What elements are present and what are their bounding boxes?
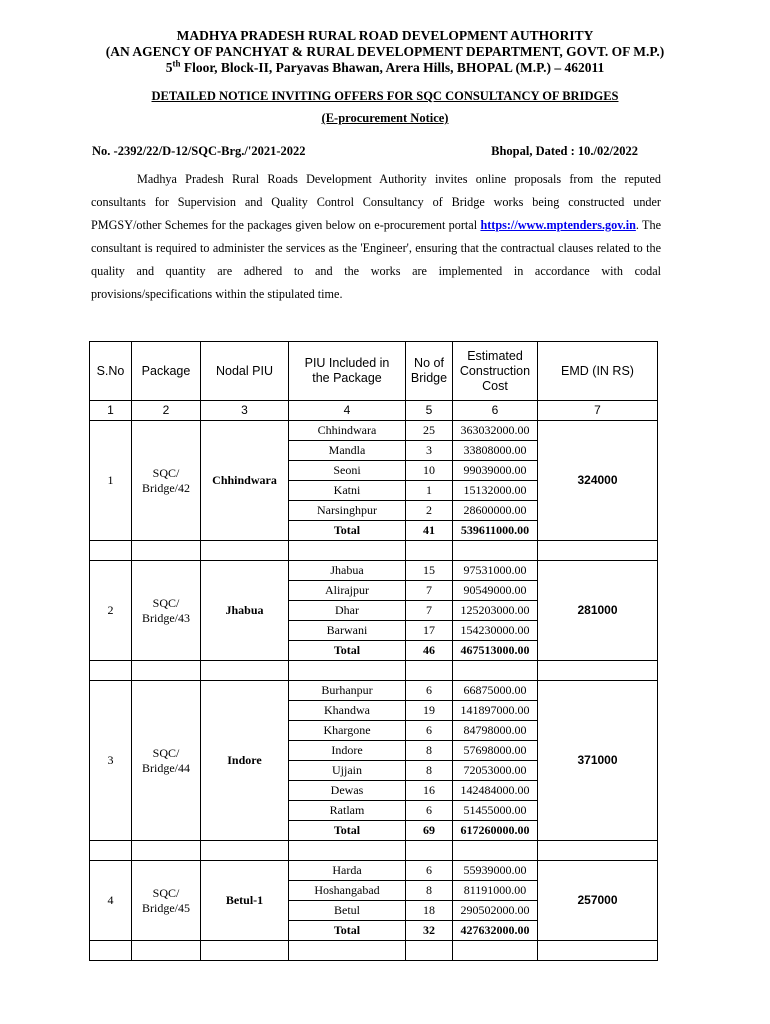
total-label: Total <box>289 921 406 941</box>
piu-name: Chhindwara <box>289 421 406 441</box>
piu-name: Narsinghpur <box>289 501 406 521</box>
notice-title-text: DETAILED NOTICE INVITING OFFERS FOR SQC CONSULTANCY OF BRIDGES <box>151 89 619 103</box>
emd-amount: 257000 <box>538 861 658 941</box>
total-cost: 467513000.00 <box>453 641 538 661</box>
spacer-row <box>90 941 658 961</box>
piu-name: Katni <box>289 481 406 501</box>
nodal-piu: Jhabua <box>201 561 289 661</box>
construction-cost: 33808000.00 <box>453 441 538 461</box>
piu-name: Khandwa <box>289 701 406 721</box>
piu-name: Dewas <box>289 781 406 801</box>
bridge-count: 6 <box>406 721 453 741</box>
column-number-row <box>90 401 658 421</box>
nodal-piu: Betul-1 <box>201 861 289 941</box>
notice-body <box>91 168 661 306</box>
table-row <box>90 561 658 581</box>
construction-cost: 57698000.00 <box>453 741 538 761</box>
bridge-count: 2 <box>406 501 453 521</box>
bridge-count: 7 <box>406 601 453 621</box>
construction-cost: 66875000.00 <box>453 681 538 701</box>
emd-amount: 281000 <box>538 561 658 661</box>
construction-cost: 72053000.00 <box>453 761 538 781</box>
address-line <box>0 60 770 76</box>
package-code: SQC/ Bridge/42 <box>132 421 201 541</box>
piu-name: Alirajpur <box>289 581 406 601</box>
construction-cost: 290502000.00 <box>453 901 538 921</box>
total-cost: 427632000.00 <box>453 921 538 941</box>
emd-amount: 324000 <box>538 421 658 541</box>
table-header-row <box>90 342 658 401</box>
piu-name: Mandla <box>289 441 406 461</box>
piu-name: Betul <box>289 901 406 921</box>
address-text: Floor, Block-II, Paryavas Bhawan, Arera Hills, BHOPAL (M.P.) – 462011 <box>180 60 605 75</box>
piu-name: Dhar <box>289 601 406 621</box>
column-number: 7 <box>538 401 658 421</box>
package-sno: 4 <box>90 861 132 941</box>
column-number: 3 <box>201 401 289 421</box>
bridge-count: 19 <box>406 701 453 721</box>
org-name: MADHYA PRADESH RURAL ROAD DEVELOPMENT AUTHORITY <box>176 28 594 43</box>
notice-subtitle <box>0 110 770 126</box>
agency-line: (AN AGENCY OF PANCHYAT & RURAL DEVELOPMENT DEPARTMENT, GOVT. OF M.P.) <box>105 44 665 59</box>
construction-cost: 90549000.00 <box>453 581 538 601</box>
piu-name: Indore <box>289 741 406 761</box>
total-bridges: 46 <box>406 641 453 661</box>
total-cost: 617260000.00 <box>453 821 538 841</box>
bridge-count: 18 <box>406 901 453 921</box>
header-sno: S.No <box>90 342 132 401</box>
total-cost: 539611000.00 <box>453 521 538 541</box>
total-bridges: 69 <box>406 821 453 841</box>
bridge-count: 16 <box>406 781 453 801</box>
package-sno: 1 <box>90 421 132 541</box>
header-emd: EMD (IN RS) <box>538 342 658 401</box>
nodal-piu: Indore <box>201 681 289 841</box>
spacer-row <box>90 841 658 861</box>
packages-table <box>89 341 658 961</box>
bridge-count: 6 <box>406 861 453 881</box>
construction-cost: 55939000.00 <box>453 861 538 881</box>
floor-number: 5 <box>165 60 173 75</box>
bridge-count: 7 <box>406 581 453 601</box>
construction-cost: 141897000.00 <box>453 701 538 721</box>
construction-cost: 99039000.00 <box>453 461 538 481</box>
notice-subtitle-text: (E-procurement Notice) <box>321 111 449 125</box>
piu-name: Ujjain <box>289 761 406 781</box>
reference-line <box>92 144 638 159</box>
bridge-count: 8 <box>406 881 453 901</box>
piu-name: Ratlam <box>289 801 406 821</box>
column-number: 5 <box>406 401 453 421</box>
total-label: Total <box>289 641 406 661</box>
table-row <box>90 681 658 701</box>
piu-name: Burhanpur <box>289 681 406 701</box>
body-text-2: . The consultant is required to administer the services as the 'Engineer', ensuring that the contractual clauses related to the quality and quantity are adhered to and the works are implemented in accordance with codal provisions/specifications within the stipulated time. <box>91 218 661 301</box>
piu-name: Seoni <box>289 461 406 481</box>
piu-name: Jhabua <box>289 561 406 581</box>
bridge-count: 8 <box>406 761 453 781</box>
header-package: Package <box>132 342 201 401</box>
notice-title <box>0 88 770 104</box>
nodal-piu: Chhindwara <box>201 421 289 541</box>
construction-cost: 125203000.00 <box>453 601 538 621</box>
total-label: Total <box>289 521 406 541</box>
construction-cost: 97531000.00 <box>453 561 538 581</box>
eprocurement-link[interactable]: https://www.mptenders.gov.in <box>480 218 636 232</box>
package-code: SQC/ Bridge/44 <box>132 681 201 841</box>
bridge-count: 6 <box>406 801 453 821</box>
floor-suffix: th <box>172 58 181 69</box>
package-code: SQC/ Bridge/43 <box>132 561 201 661</box>
bridge-count: 15 <box>406 561 453 581</box>
reference-number: No. -2392/22/D-12/SQC-Brg./'2021-2022 <box>92 144 306 158</box>
construction-cost: 28600000.00 <box>453 501 538 521</box>
total-label: Total <box>289 821 406 841</box>
bridge-count: 3 <box>406 441 453 461</box>
notice-date: Bhopal, Dated : 10./02/2022 <box>491 144 638 158</box>
construction-cost: 15132000.00 <box>453 481 538 501</box>
bridge-count: 1 <box>406 481 453 501</box>
construction-cost: 51455000.00 <box>453 801 538 821</box>
construction-cost: 84798000.00 <box>453 721 538 741</box>
spacer-row <box>90 661 658 681</box>
piu-name: Khargone <box>289 721 406 741</box>
bridge-count: 8 <box>406 741 453 761</box>
header-piu-included: PIU Included in the Package <box>289 342 406 401</box>
header-estimated-cost: Estimated Construction Cost <box>453 342 538 401</box>
table-row <box>90 421 658 441</box>
column-number: 2 <box>132 401 201 421</box>
construction-cost: 81191000.00 <box>453 881 538 901</box>
construction-cost: 142484000.00 <box>453 781 538 801</box>
spacer-row <box>90 541 658 561</box>
piu-name: Harda <box>289 861 406 881</box>
bridge-count: 6 <box>406 681 453 701</box>
piu-name: Barwani <box>289 621 406 641</box>
table-row <box>90 861 658 881</box>
construction-cost: 363032000.00 <box>453 421 538 441</box>
column-number: 1 <box>90 401 132 421</box>
column-number: 4 <box>289 401 406 421</box>
package-sno: 3 <box>90 681 132 841</box>
emd-amount: 371000 <box>538 681 658 841</box>
header-no-of-bridge: No of Bridge <box>406 342 453 401</box>
total-bridges: 32 <box>406 921 453 941</box>
package-sno: 2 <box>90 561 132 661</box>
bridge-count: 10 <box>406 461 453 481</box>
bridge-count: 17 <box>406 621 453 641</box>
bridge-count: 25 <box>406 421 453 441</box>
package-code: SQC/ Bridge/45 <box>132 861 201 941</box>
header-nodal-piu: Nodal PIU <box>201 342 289 401</box>
piu-name: Hoshangabad <box>289 881 406 901</box>
body-text-1: Madhya Pradesh Rural Roads Development Authority invites online proposals from the reputed consultants for Supervision and Quality Control Consultancy of Bridge works being constructed under PMGSY/other Schemes for the packages given below on e-procurement portal <box>91 172 661 232</box>
column-number: 6 <box>453 401 538 421</box>
total-bridges: 41 <box>406 521 453 541</box>
construction-cost: 154230000.00 <box>453 621 538 641</box>
